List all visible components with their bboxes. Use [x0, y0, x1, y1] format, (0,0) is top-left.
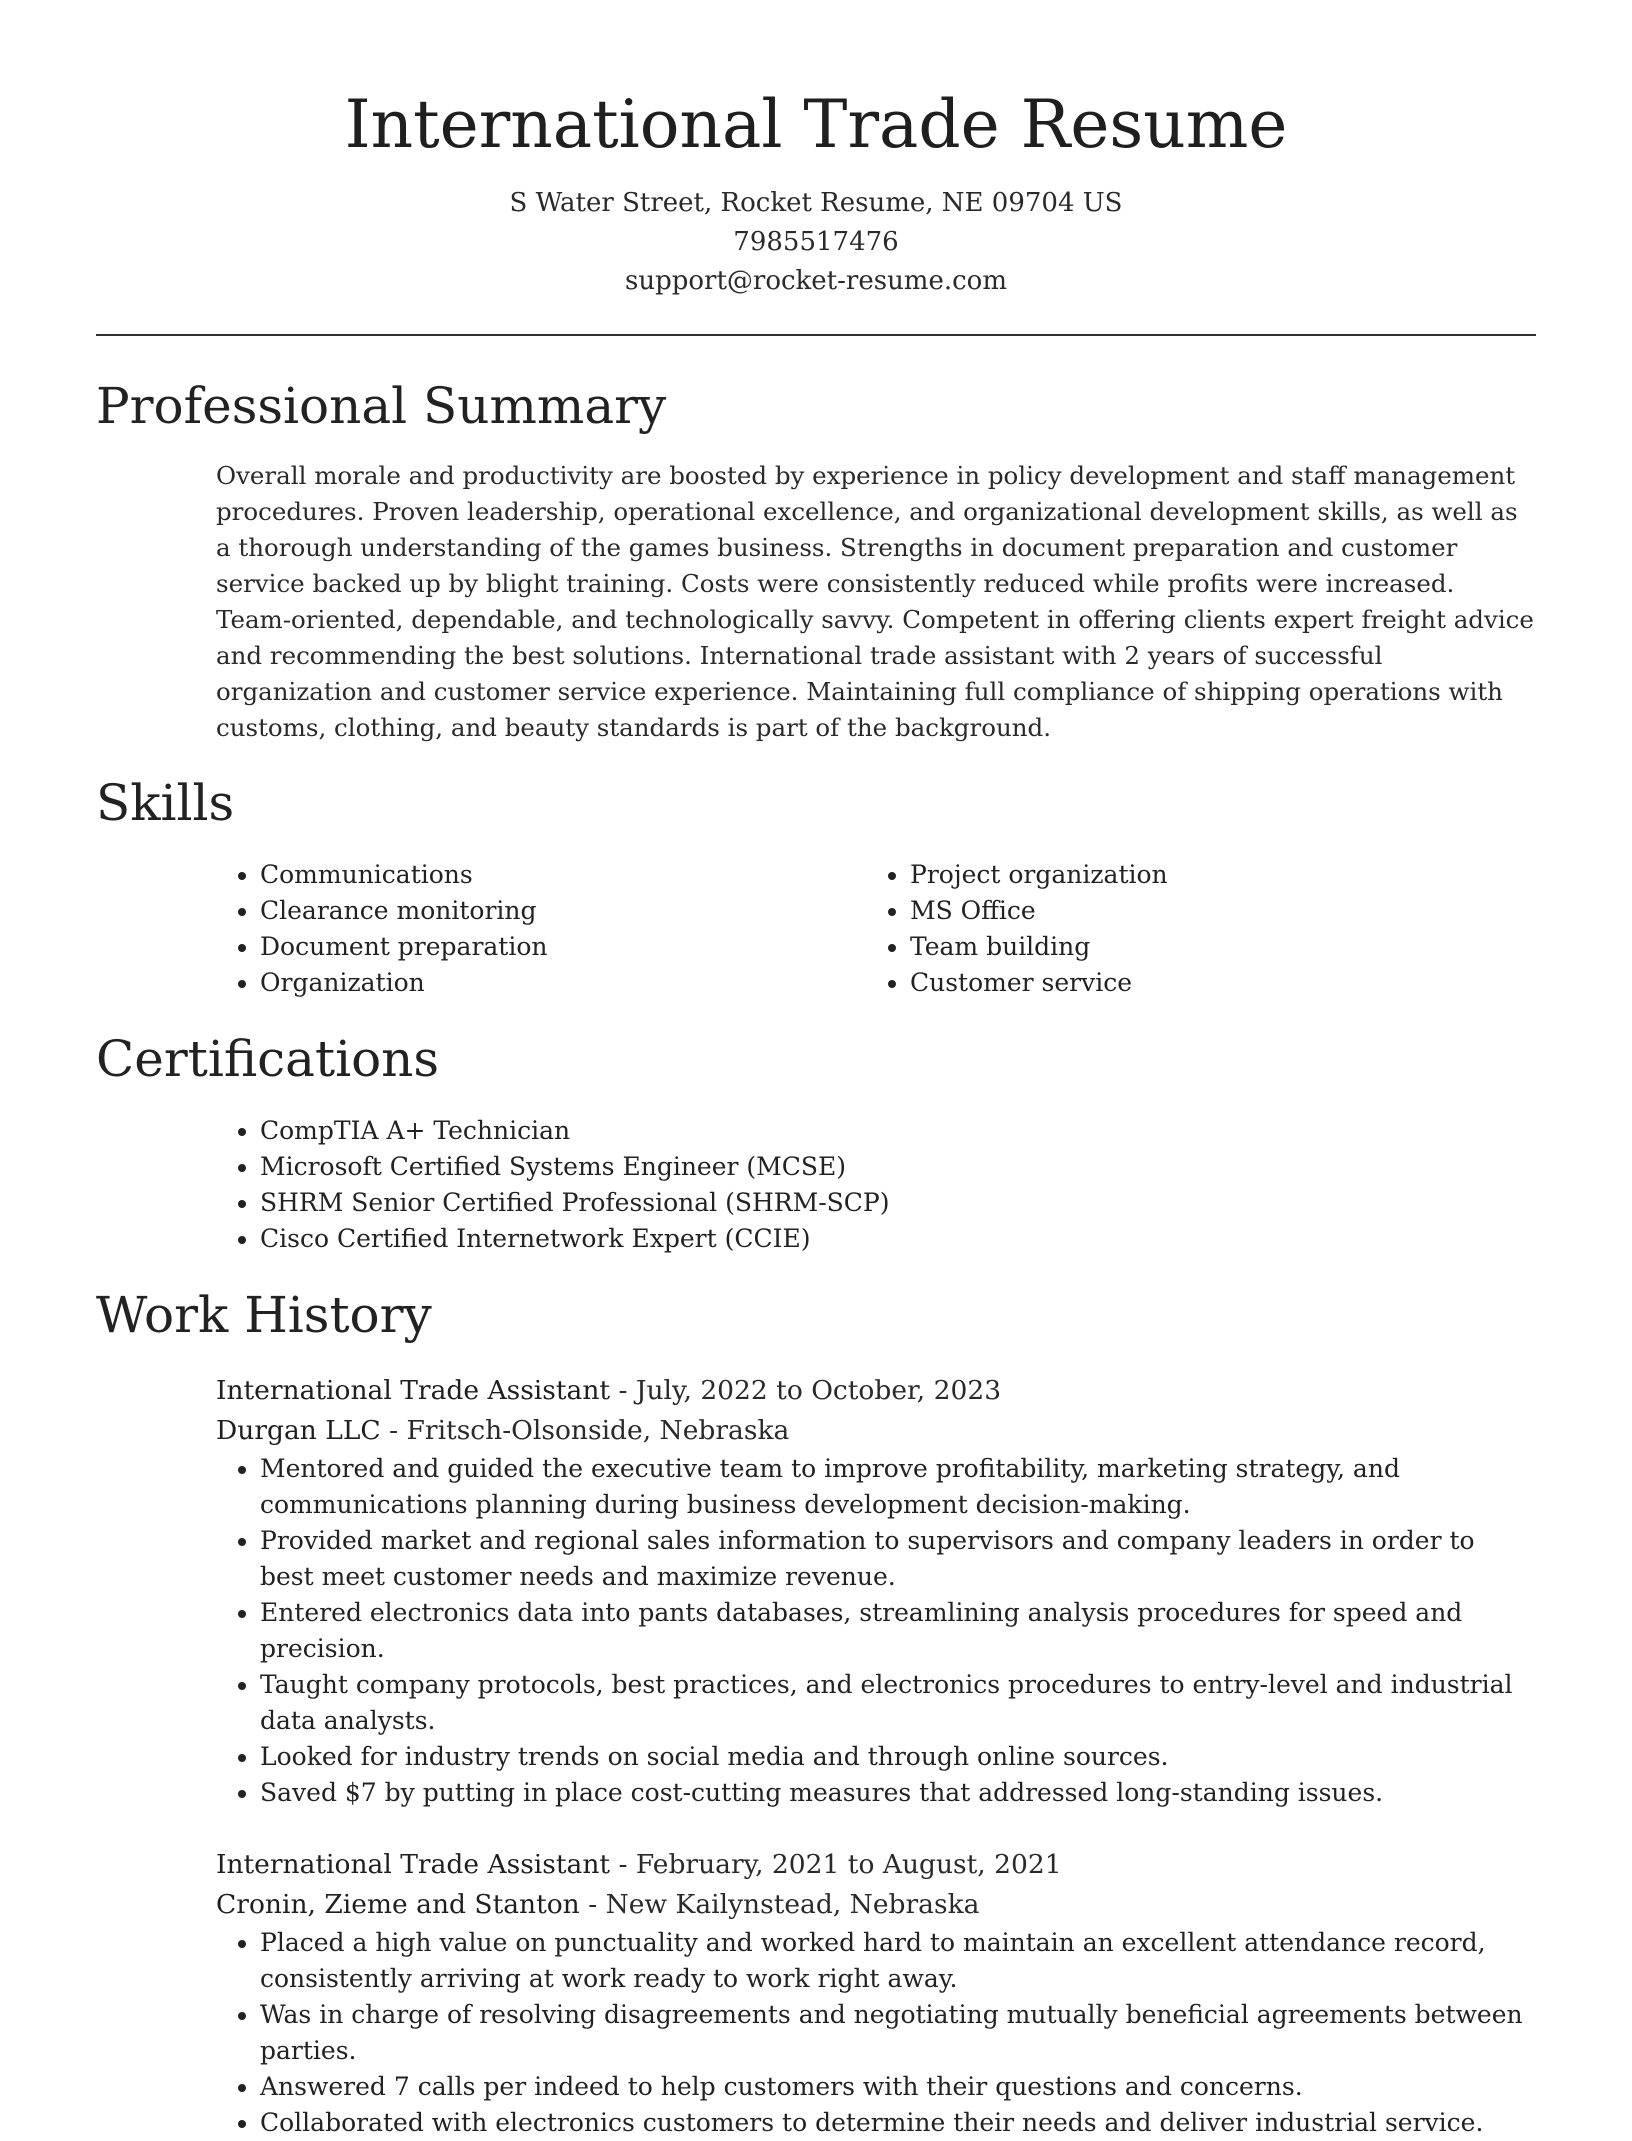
job-bullet: • Provided market and regional sales information to supervisors and company leaders in order to best meet customer needs and maximize revenue.: [260, 1523, 1536, 1595]
job-title: International Trade Assistant: [216, 1849, 611, 1880]
job-title-line: [216, 1371, 1536, 1411]
summary-text: Overall morale and productivity are boosted by experience in policy development and staff management procedures. Proven leadership, operational excellence, and organizational development skills, as well as a thorough understanding of the games business. Strengths in document preparation and customer service backed up by blight training. Costs were consistently reduced while profits were increased. Team-oriented, dependable, and technologically savvy. Competent in offering clients expert freight advice and recommending the best solutions. International trade assistant with 2 years of successful organization and customer service experience. Maintaining full compliance of shipping operations with customs, clothing, and beauty standards is part of the background.: [216, 461, 1534, 742]
job-bullet: • Was in charge of resolving disagreements and negotiating mutually beneficial agreements between parties.: [260, 1997, 1536, 2069]
skills-column-left: [216, 857, 866, 1001]
resume-header: [96, 0, 1536, 301]
job-bullets: [216, 1451, 1536, 1811]
job-location: - New Kailynstead, Nebraska: [579, 1889, 980, 1920]
resume-page: [96, 0, 1536, 2141]
summary-heading: Professional Summary: [96, 377, 667, 435]
job-title: International Trade Assistant: [216, 1375, 611, 1406]
job-company: Durgan LLC: [216, 1415, 381, 1446]
job-bullet: • Looked for industry trends on social media and through online sources.: [260, 1739, 1536, 1775]
skill-item: • Clearance monitoring: [260, 893, 866, 929]
job-dates: - July, 2022 to October, 2023: [610, 1375, 1002, 1406]
certifications-heading: Certifications: [96, 1030, 440, 1088]
job-bullets: [216, 1925, 1536, 2141]
contact-phone: 7985517476: [733, 227, 899, 257]
job-entry: [216, 1371, 1536, 1811]
certification-item: • SHRM Senior Certified Professional (SHRM-SCP): [260, 1185, 1536, 1221]
skill-item: • Document preparation: [260, 929, 866, 965]
document-title: International Trade Resume: [344, 86, 1288, 163]
contact-email: support@rocket-resume.com: [624, 266, 1007, 296]
certification-item: • CompTIA A+ Technician: [260, 1113, 1536, 1149]
job-title-line: [216, 1845, 1536, 1885]
job-company-line: [216, 1885, 1536, 1925]
job-bullet: • Collaborated with electronics customers to determine their needs and deliver industrial service.: [260, 2105, 1536, 2141]
certification-item: • Microsoft Certified Systems Engineer (MCSE): [260, 1149, 1536, 1185]
skills-column-right: [866, 857, 1516, 1001]
job-company: Cronin, Zieme and Stanton: [216, 1889, 580, 1920]
contact-address: S Water Street, Rocket Resume, NE 09704 US: [509, 188, 1123, 218]
job-bullet: • Placed a high value on punctuality and worked hard to maintain an excellent attendance record, consistently arriving at work ready to work right away.: [260, 1925, 1536, 1997]
skill-item: • Project organization: [910, 857, 1516, 893]
skill-item: • Communications: [260, 857, 866, 893]
job-bullet: • Taught company protocols, best practices, and electronics procedures to entry-level and industrial data analysts.: [260, 1667, 1536, 1739]
skill-item: • Customer service: [910, 965, 1516, 1001]
job-dates: - February, 2021 to August, 2021: [610, 1849, 1062, 1880]
skills-grid: [216, 857, 1536, 1001]
contact-info: [96, 184, 1536, 301]
work-history-heading: Work History: [96, 1286, 432, 1344]
skills-list-right: [866, 857, 1516, 1001]
job-bullet: • Saved $7 by putting in place cost-cutting measures that addressed long-standing issues.: [260, 1775, 1536, 1811]
job-location: - Fritsch-Olsonside, Nebraska: [380, 1415, 790, 1446]
skill-item: • Team building: [910, 929, 1516, 965]
job-bullet: • Entered electronics data into pants databases, streamlining analysis procedures for speed and precision.: [260, 1595, 1536, 1667]
certification-item: • Cisco Certified Internetwork Expert (CCIE): [260, 1221, 1536, 1257]
skill-item: • MS Office: [910, 893, 1516, 929]
job-bullet: • Mentored and guided the executive team to improve profitability, marketing strategy, and communications planning during business development decision-making.: [260, 1451, 1536, 1523]
skills-list-left: [216, 857, 866, 1001]
skill-item: • Organization: [260, 965, 866, 1001]
header-divider: [96, 334, 1536, 336]
job-bullet: • Answered 7 calls per indeed to help customers with their questions and concerns.: [260, 2069, 1536, 2105]
certifications-bullets: [216, 1113, 1536, 1257]
job-company-line: [216, 1411, 1536, 1451]
certifications-list: [216, 1113, 1536, 1257]
job-entry: [216, 1845, 1536, 2141]
skills-heading: Skills: [96, 774, 235, 832]
